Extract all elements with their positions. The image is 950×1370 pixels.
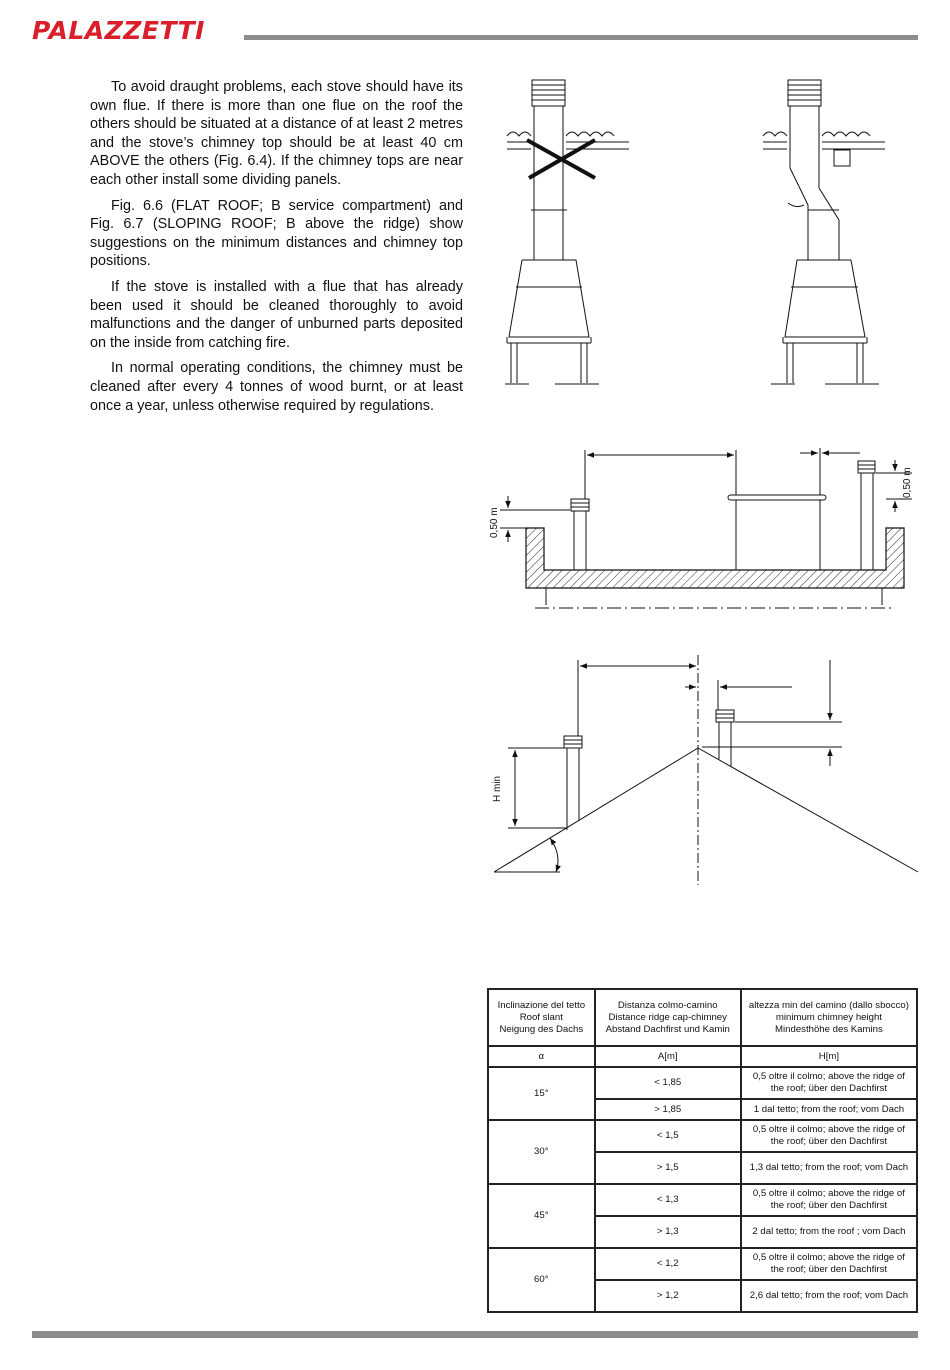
roof-slant-table	[487, 988, 918, 1313]
brand-logo: PALAZZETTI	[32, 16, 205, 45]
table-row	[488, 1120, 917, 1152]
distance-cell: > 1,2	[595, 1280, 741, 1312]
distance-cell: < 1,2	[595, 1248, 741, 1280]
height-cell: 1 dal tetto; from the roof; vom Dach	[741, 1099, 917, 1120]
sloping-roof-figure	[480, 650, 920, 890]
header-min-height: altezza min del camino (dallo sbocco) minimum chimney height Mindesthöhe des Kamins	[741, 989, 917, 1046]
flat-roof-height-left-label: 0,50 m	[489, 507, 500, 538]
angle-cell: 30°	[488, 1120, 595, 1184]
angle-cell: 60°	[488, 1248, 595, 1312]
distance-cell: > 1,5	[595, 1152, 741, 1184]
symbol-alpha: α	[488, 1046, 595, 1067]
height-cell: 0,5 oltre il colmo; above the ridge of the roof; über den Dachfirst	[741, 1120, 917, 1152]
table-row	[488, 1067, 917, 1099]
table-header-row	[488, 989, 917, 1046]
chimney-installation-figure	[495, 75, 905, 395]
height-cell: 0,5 oltre il colmo; above the ridge of the roof; über den Dachfirst	[741, 1184, 917, 1216]
distance-cell: > 1,3	[595, 1216, 741, 1248]
height-cell: 1,3 dal tetto; from the roof; vom Dach	[741, 1152, 917, 1184]
angle-cell: 15°	[488, 1067, 595, 1120]
distance-cell: < 1,85	[595, 1067, 741, 1099]
roof-slope-left	[494, 748, 698, 872]
sloping-roof-chimney-right	[716, 710, 734, 767]
correct-chimney-drawing	[763, 80, 885, 384]
height-cell: 2,6 dal tetto; from the roof; vom Dach	[741, 1280, 917, 1312]
flat-roof-figure	[480, 440, 920, 620]
cross-mark	[527, 140, 595, 178]
incorrect-chimney-drawing	[505, 80, 629, 384]
footer-rule	[32, 1331, 918, 1338]
header-rule	[244, 35, 918, 40]
header-roof-slant: Inclinazione del tetto Roof slant Neigung des Dachs	[488, 989, 595, 1046]
height-cell: 0,5 oltre il colmo; above the ridge of the roof; über den Dachfirst	[741, 1067, 917, 1099]
header-distance: Distanza colmo-camino Distance ridge cap-chimney Abstand Dachfirst und Kamin	[595, 989, 741, 1046]
table-row	[488, 1248, 917, 1280]
height-cell: 0,5 oltre il colmo; above the ridge of the roof; über den Dachfirst	[741, 1248, 917, 1280]
h-min-label: H min	[492, 775, 503, 802]
symbol-a: A[m]	[595, 1046, 741, 1067]
table-row	[488, 1184, 917, 1216]
paragraph-cleaning: In normal operating conditions, the chimney must be cleaned after every 4 tonnes of wood burnt, or at least once a year, unless otherwise required by regulations.	[90, 360, 463, 414]
service-compartment	[728, 495, 826, 570]
symbol-h: H[m]	[741, 1046, 917, 1067]
table-symbol-row	[488, 1046, 917, 1067]
angle-cell: 45°	[488, 1184, 595, 1248]
paragraph-flue-separation: To avoid draught problems, each stove should have its own flue. If there is more than one flue on the roof the others should be situated at a distance of at least 2 metres and the stove’s chimney top should be at least 40 cm ABOVE the others (Fig. 6.4). If the chimney tops are near each other install some dividing panels.	[90, 79, 463, 188]
distance-cell: < 1,5	[595, 1120, 741, 1152]
height-cell: 2 dal tetto; from the roof ; vom Dach	[741, 1216, 917, 1248]
flat-roof-height-right-label: 0,50 m	[902, 467, 913, 498]
sloping-roof-chimney-left	[564, 736, 582, 830]
flat-roof-chimney-right	[858, 461, 875, 570]
flat-roof-chimney-left	[571, 499, 589, 570]
paragraph-figure-reference: Fig. 6.6 (FLAT ROOF; B service compartment) and Fig. 6.7 (SLOPING ROOF; B above the ridge) show suggestions on the minimum distances and chimney top positions.	[90, 197, 463, 270]
body-text	[90, 78, 463, 422]
distance-cell: > 1,85	[595, 1099, 741, 1120]
flat-roof-slab	[526, 528, 904, 588]
distance-cell: < 1,3	[595, 1184, 741, 1216]
paragraph-used-flue: If the stove is installed with a flue that has already been used it should be cleaned thoroughly to avoid malfunctions and the danger of unburned parts deposited on the inside from catching fire.	[90, 278, 463, 351]
